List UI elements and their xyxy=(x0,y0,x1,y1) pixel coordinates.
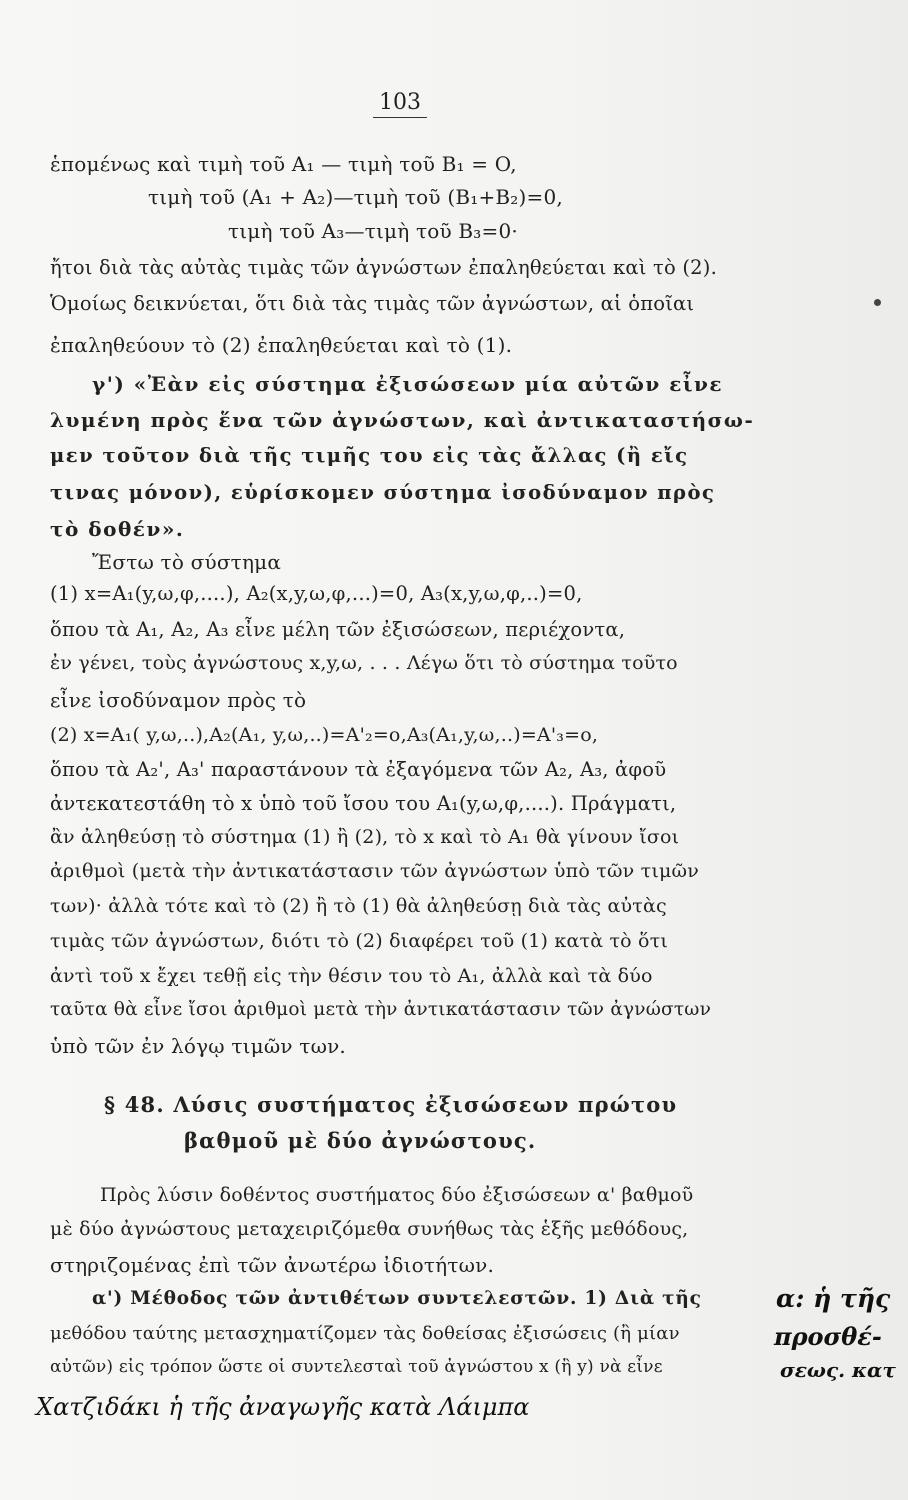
text-line: μεθόδου ταύτης μετασχηματίζομεν τὰς δοθείσας ἐξισώσεις (ἢ μίαν xyxy=(50,1323,680,1344)
text-line: ἂν ἀληθεύσῃ τὸ σύστημα (1) ἢ (2), τὸ x καὶ τὸ A₁ θὰ γίνουν ἴσοι xyxy=(50,826,680,848)
text-line: ἀντὶ τοῦ x ἔχει τεθῇ εἰς τὴν θέσιν του τὸ A₁, ἀλλὰ καὶ τὰ δύο xyxy=(50,965,653,987)
text-line: ὑπὸ τῶν ἐν λόγῳ τιμῶν των. xyxy=(50,1034,346,1058)
handwritten-note: προσθέ- xyxy=(774,1322,882,1351)
text-line: ὅπου τὰ A₁, A₂, A₃ εἶνε μέλη τῶν ἐξισώσεων, περιέχοντα, xyxy=(50,618,626,641)
text-line: αὐτῶν) εἰς τρόπον ὥστε οἱ συντελεσταὶ τοῦ ἀγνώστου x (ἢ y) νὰ εἶνε xyxy=(50,1357,663,1377)
text-line: ὅπου τὰ A₂', A₃' παραστάνουν τὰ ἐξαγόμενα τῶν A₂, A₃, ἀφοῦ xyxy=(50,758,667,781)
theorem-line: τινας μόνον), εὑρίσκομεν σύστημα ἰσοδύναμον πρὸς xyxy=(50,481,716,504)
text-line: Ἔστω τὸ σύστημα xyxy=(92,550,282,574)
method-heading-line: α') Μέθοδος τῶν ἀντιθέτων συντελεστῶν. 1) Διὰ τῆς xyxy=(92,1288,702,1309)
text-line: ταῦτα θὰ εἶνε ἴσοι ἀριθμοὶ μετὰ τὴν ἀντικατάστασιν τῶν ἀγνώστων xyxy=(50,999,712,1020)
handwritten-note: σεως. κατ xyxy=(780,1358,896,1382)
text-line: μὲ δύο ἀγνώστους μεταχειριζόμεθα συνήθως τὰς ἑξῆς μεθόδους, xyxy=(50,1218,689,1240)
text-line: στηριζομένας ἐπὶ τῶν ἀνωτέρω ἰδιοτήτων. xyxy=(50,1253,495,1277)
theorem-line: τὸ δοθέν». xyxy=(50,517,185,541)
text-line: ἐπαληθεύουν τὸ (2) ἐπαληθεύεται καὶ τὸ (1). xyxy=(50,333,513,357)
text-line: ἤτοι διὰ τὰς αὐτὰς τιμὰς τῶν ἀγνώστων ἐπαληθεύεται καὶ τὸ (2). xyxy=(50,256,717,279)
text-line: τιμὴ τοῦ (A₁ + A₂)—τιμὴ τοῦ (B₁+B₂)=0, xyxy=(148,185,563,209)
text-line: Πρὸς λύσιν δοθέντος συστήματος δύο ἐξισώσεων α' βαθμοῦ xyxy=(100,1184,694,1206)
text-line: εἶνε ἰσοδύναμον πρὸς τὸ xyxy=(50,688,307,712)
text-line: Ὁμοίως δεικνύεται, ὅτι διὰ τὰς τιμὰς τῶν ἀγνώστων, αἱ ὁποῖαι xyxy=(50,292,695,315)
equation-line: (2) x=A₁( y,ω,..),A₂(A₁, y,ω,..)=A'₂=o,A₃(A₁,y,ω,..)=A'₃=o, xyxy=(50,724,599,746)
page-number: 103 xyxy=(0,90,800,115)
text-line: ἀριθμοὶ (μετὰ τὴν ἀντικατάστασιν τῶν ἀγνώστων ὑπὸ τῶν τιμῶν xyxy=(50,860,699,882)
text-line: τιμὰς τῶν ἀγνώστων, διότι τὸ (2) διαφέρει τοῦ (1) κατὰ τὸ ὅτι xyxy=(50,930,669,952)
theorem-line: γ') «Ἐὰν εἰς σύστημα ἐξισώσεων μία αὐτῶν εἶνε xyxy=(92,372,724,396)
section-heading: § 48. Λύσις συστήματος ἐξισώσεων πρώτου xyxy=(104,1092,678,1117)
theorem-line: λυμένη πρὸς ἕνα τῶν ἀγνώστων, καὶ ἀντικαταστήσω- xyxy=(50,408,755,432)
section-heading: βαθμοῦ μὲ δύο ἀγνώστους. xyxy=(184,1128,537,1153)
text-line: ἑπομένως καὶ τιμὴ τοῦ A₁ — τιμὴ τοῦ B₁ = O, xyxy=(50,152,517,176)
handwritten-note: α: ἡ τῆς xyxy=(776,1284,891,1313)
text-line: των)· ἀλλὰ τότε καὶ τὸ (2) ἢ τὸ (1) θὰ ἀληθεύσῃ διὰ τὰς αὐτὰς xyxy=(50,895,667,917)
margin-dot xyxy=(874,299,881,306)
text-line: τιμὴ τοῦ A₃—τιμὴ τοῦ B₃=0· xyxy=(228,219,518,243)
text-line: ἀντεκατεστάθη τὸ x ὑπὸ τοῦ ἴσου του A₁(y,ω,φ,....). Πράγματι, xyxy=(50,792,677,815)
theorem-line: μεν τοῦτον διὰ τῆς τιμῆς του εἰς τὰς ἄλλας (ἢ εἴς xyxy=(50,444,689,467)
handwritten-note: Χατζιδάκι ἡ τῆς ἀναγωγῆς κατὰ Λάιμπα xyxy=(36,1393,530,1421)
text-line: ἐν γένει, τοὺς ἀγνώστους x,y,ω, . . . Λέγω ὅτι τὸ σύστημα τοῦτο xyxy=(50,652,678,674)
equation-line: (1) x=A₁(y,ω,φ,....), A₂(x,y,ω,φ,...)=0, A₃(x,y,ω,φ,..)=0, xyxy=(50,582,583,605)
